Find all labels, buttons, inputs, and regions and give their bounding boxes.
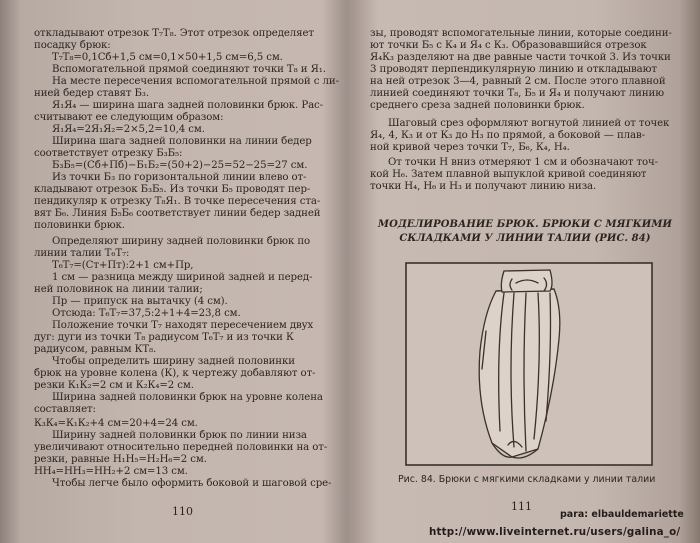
text-line: 3 проводят перпендикулярную линию и откладывают	[370, 64, 657, 75]
text-line: кладывают отрезок Б₃Б₅. Из точки Б₅ проводят пер-	[34, 184, 311, 195]
text-line: откладывают отрезок Т₇Т₈. Этот отрезок определяет	[34, 28, 314, 39]
trousers-figure-84	[404, 261, 654, 467]
text-line: ной кривой через точки Т₇, Б₆, К₄, Н₄.	[370, 142, 570, 153]
text-line: Я₁Я₄ — ширина шага задней половинки брюк. Рас-	[52, 100, 323, 111]
text-line: ют точки Б₅ с К₄ и Я₄ с К₃. Образовавшийся отрезок	[370, 40, 647, 51]
left-page	[0, 0, 346, 543]
text-line: Ширину задней половинки брюк по линии низа	[52, 430, 307, 441]
section-heading: МОДЕЛИРОВАНИЕ БРЮК. БРЮКИ С МЯГКИМИ	[377, 219, 673, 230]
text-line: резки, равные Н₁Н₅=Н₂Н₆=2 см.	[34, 454, 207, 465]
text-line: брюк на уровне колена (К), к чертежу добавляют от-	[34, 368, 316, 379]
text-line: Т₆Т₇=(Ст+Пт):2+1 см+Пр,	[52, 260, 194, 271]
text-line: вят Б₆. Линия Б₅Б₆ соответствует линии бедер задней	[34, 208, 321, 219]
text-line: НН₄=НН₃=НН₂+2 см=13 см.	[34, 466, 188, 477]
text-line: ней половинок на линии талии;	[34, 284, 203, 295]
text-line: Ширина задней половинки брюк на уровне колена	[52, 392, 323, 403]
text-line: считывают ее следующим образом:	[34, 112, 224, 123]
text-line: Я₄К₃ разделяют на две равные части точкой 3. Из точки	[370, 52, 671, 63]
text-line: Чтобы легче было оформить боковой и шаговой сре-	[52, 478, 332, 489]
text-line: нией бедер ставят Б₃.	[34, 88, 150, 99]
text-line: линией соединяют точки Т₈, Б₅ и Я₄ и получают линию	[370, 88, 665, 99]
text-line: Б₃Б₅=(Сб+Пб)−Б₁Б₂=(50+2)−25=52−25=27 см.	[52, 160, 308, 171]
text-line: зы, проводят вспомогательные линии, которые соедини-	[370, 28, 672, 39]
text-line: Чтобы определить ширину задней половинки	[52, 356, 295, 367]
text-line: Определяют ширину задней половинки брюк по	[52, 236, 311, 247]
right-page	[348, 0, 700, 543]
text-line: На месте пересечения вспомогательной прямой с ли-	[52, 76, 339, 87]
text-line: 1 см — разница между шириной задней и перед-	[52, 272, 313, 283]
text-line: дуг: дуги из точки Т₈ радиусом Т₆Т₇ и из точки К	[34, 332, 294, 343]
text-line: Пр — припуск на вытачку (4 см).	[52, 296, 228, 307]
text-line: Из точки Б₃ по горизонтальной линии влево от-	[52, 172, 307, 183]
text-line: От точки Н вниз отмеряют 1 см и обозначают точ-	[388, 157, 659, 168]
page-number-left: 110	[172, 505, 193, 518]
text-line: резки К₁К₂=2 см и К₂К₄=2 см.	[34, 380, 194, 391]
source-url: http://www.liveinternet.ru/users/galina_o/	[429, 526, 681, 538]
text-line: увеличивают относительно передней половинки на от-	[34, 442, 328, 453]
text-line: Т₇Т₈=0,1Сб+1,5 см=0,1×50+1,5 см=6,5 см.	[52, 52, 283, 63]
text-line: на ней отрезок 3—4, равный 2 см. После этого плавной	[370, 76, 666, 87]
text-line: точки Н₄, Н₆ и Н₃ и получают линию низа.	[370, 181, 597, 192]
text-line: половинки брюк.	[34, 220, 125, 231]
credit-author: para: elbauldemariette	[560, 509, 684, 520]
text-line: пендикуляр к отрезку Т₈Я₁. В точке пересечения ста-	[34, 196, 321, 207]
text-line: Я₁Я₄=2Я₁Я₂=2×5,2=10,4 см.	[52, 124, 205, 135]
text-line: радиусом, равным КТ₈.	[34, 344, 157, 355]
text-line: среднего среза задней половинки брюк.	[370, 100, 585, 111]
text-line: линии талии Т₆Т₇:	[34, 248, 130, 259]
text-line: составляет:	[34, 404, 96, 415]
text-line: Вспомогательной прямой соединяют точки Т₈ и Я₁.	[52, 64, 326, 75]
text-line: соответствует отрезку Б₃Б₅:	[34, 148, 183, 159]
text-line: Положение точки Т₇ находят пересечением двух	[52, 320, 314, 331]
text-line: Ширина шага задней половинки на линии бедер	[52, 136, 312, 147]
text-line: К₃К₄=К₁К₂+4 см=20+4=24 см.	[34, 418, 198, 429]
text-line: Шаговый срез оформляют вогнутой линией от точек	[388, 118, 670, 129]
text-line: посадку брюк:	[34, 40, 111, 51]
text-line: кой Н₆. Затем плавной выпуклой кривой соединяют	[370, 169, 647, 180]
section-heading: СКЛАДКАМИ У ЛИНИИ ТАЛИИ (РИС. 84)	[399, 233, 651, 244]
text-line: Отсюда: Т₆Т₇=37,5:2+1+4=23,8 см.	[52, 308, 241, 319]
page-number-right: 111	[511, 500, 532, 513]
text-line: Я₄, 4, К₃ и от К₃ до Н₃ по прямой, а боковой — плав-	[370, 130, 645, 141]
figure-caption: Рис. 84. Брюки с мягкими складками у линии талии	[398, 474, 656, 485]
